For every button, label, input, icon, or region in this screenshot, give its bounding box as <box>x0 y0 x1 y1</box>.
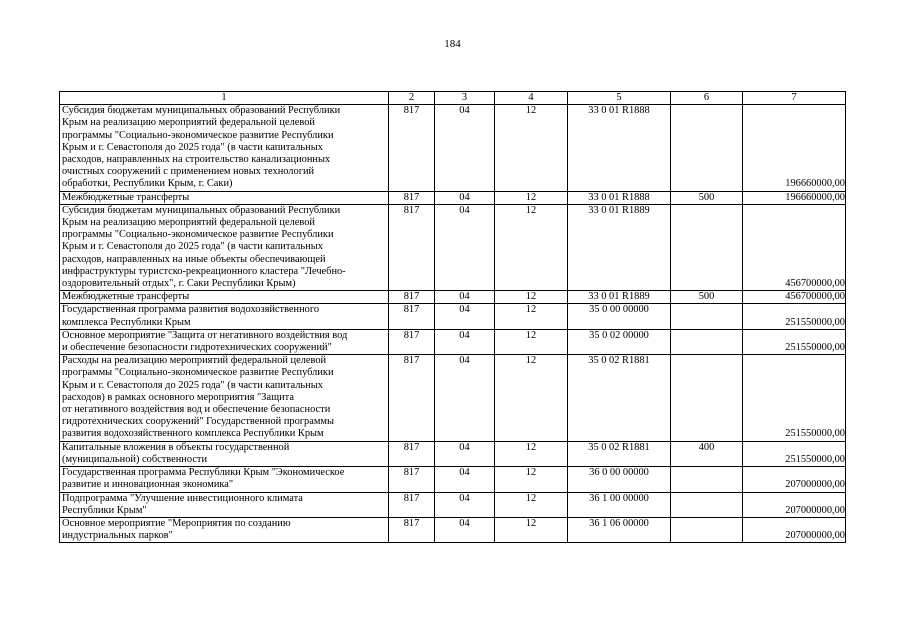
row-description <box>60 291 389 304</box>
target-article-code: 33 0 01 R1889 <box>568 291 671 304</box>
row-description <box>60 441 389 466</box>
description-line: программы "Социально-экономическое развитие Республики <box>62 129 334 141</box>
amount: 456700000,00 <box>743 291 846 304</box>
description-line: оздоровительный отдых", г. Саки Республики Крым) <box>62 278 296 290</box>
subsection-code: 12 <box>495 191 568 204</box>
row-description <box>60 517 389 542</box>
expense-type-code <box>671 329 743 354</box>
description-line: от негативного воздействия вод и обеспечение безопасности <box>62 404 331 416</box>
amount: 207000000,00 <box>743 467 846 492</box>
description-line: обработки, Республики Крым, г. Саки) <box>62 178 233 190</box>
column-header: 5 <box>568 92 671 105</box>
section-code: 04 <box>435 441 495 466</box>
description-line: Государственная программа развития водохозяйственного <box>62 304 320 316</box>
ministry-code: 817 <box>389 304 435 329</box>
column-header: 7 <box>743 92 846 105</box>
subsection-code: 12 <box>495 467 568 492</box>
description-line: Республики Крым" <box>62 504 147 516</box>
expense-type-code: 500 <box>671 291 743 304</box>
ministry-code: 817 <box>389 329 435 354</box>
section-code: 04 <box>435 291 495 304</box>
row-description <box>60 105 389 191</box>
section-code: 04 <box>435 191 495 204</box>
subsection-code: 12 <box>495 329 568 354</box>
row-description <box>60 467 389 492</box>
description-line: Государственная программа Республики Крым "Экономическое <box>62 467 345 479</box>
description-line: Крым на реализацию мероприятий федеральной целевой <box>62 217 315 229</box>
description-line: расходов, направленных на иные объекты обеспечивающей <box>62 253 326 265</box>
subsection-code: 12 <box>495 441 568 466</box>
table-row <box>60 329 846 354</box>
section-code: 04 <box>435 204 495 290</box>
expense-type-code <box>671 304 743 329</box>
amount: 456700000,00 <box>743 204 846 290</box>
description-line: и обеспечение безопасности гидротехнических сооружений" <box>62 342 332 354</box>
subsection-code: 12 <box>495 105 568 191</box>
column-header: 1 <box>60 92 389 105</box>
row-description <box>60 304 389 329</box>
table-row <box>60 517 846 542</box>
ministry-code: 817 <box>389 517 435 542</box>
description-line: Субсидия бюджетам муниципальных образований Республики <box>62 204 341 216</box>
target-article-code: 36 1 00 00000 <box>568 492 671 517</box>
column-header: 6 <box>671 92 743 105</box>
description-line: Крым на реализацию мероприятий федеральной целевой <box>62 117 315 129</box>
table-header-row <box>60 92 846 105</box>
description-line: Основное мероприятие "Мероприятия по созданию <box>62 517 291 529</box>
section-code: 04 <box>435 355 495 441</box>
target-article-code: 35 0 00 00000 <box>568 304 671 329</box>
target-article-code: 35 0 02 R1881 <box>568 355 671 441</box>
section-code: 04 <box>435 105 495 191</box>
target-article-code: 35 0 02 00000 <box>568 329 671 354</box>
table-row <box>60 191 846 204</box>
subsection-code: 12 <box>495 355 568 441</box>
page-number: 184 <box>444 38 461 50</box>
section-code: 04 <box>435 492 495 517</box>
description-line: Основное мероприятие "Защита от негативного воздействия вод <box>62 329 348 341</box>
target-article-code: 33 0 01 R1889 <box>568 204 671 290</box>
description-line: Субсидия бюджетам муниципальных образований Республики <box>62 105 341 117</box>
amount: 251550000,00 <box>743 329 846 354</box>
subsection-code: 12 <box>495 492 568 517</box>
ministry-code: 817 <box>389 467 435 492</box>
row-description <box>60 355 389 441</box>
description-line: расходов) в рамках основного мероприятия "Защита <box>62 391 294 403</box>
expense-type-code <box>671 204 743 290</box>
subsection-code: 12 <box>495 304 568 329</box>
row-description <box>60 204 389 290</box>
description-line: индустриальных парков" <box>62 530 173 542</box>
description-line: гидротехнических сооружений" Государственной программы <box>62 416 334 428</box>
description-line: развитие и инновационная экономика" <box>62 479 234 491</box>
description-line: инфраструктуры туристско-рекреационного кластера "Лечебно- <box>62 265 346 277</box>
description-line: развития водохозяйственного комплекса Республики Крым <box>62 428 324 440</box>
column-header: 3 <box>435 92 495 105</box>
ministry-code: 817 <box>389 291 435 304</box>
ministry-code: 817 <box>389 105 435 191</box>
ministry-code: 817 <box>389 204 435 290</box>
description-line: очистных сооружений с применением новых технологий <box>62 166 315 178</box>
table-row <box>60 441 846 466</box>
description-line: программы "Социально-экономическое развитие Республики <box>62 229 334 241</box>
ministry-code: 817 <box>389 191 435 204</box>
subsection-code: 12 <box>495 517 568 542</box>
description-line: Межбюджетные трансферты <box>62 291 190 303</box>
description-line: Капитальные вложения в объекты государственной <box>62 441 290 453</box>
table-row <box>60 467 846 492</box>
row-description <box>60 191 389 204</box>
table-row <box>60 304 846 329</box>
ministry-code: 817 <box>389 355 435 441</box>
target-article-code: 33 0 01 R1888 <box>568 105 671 191</box>
amount: 196660000,00 <box>743 105 846 191</box>
row-description <box>60 492 389 517</box>
expense-type-code <box>671 467 743 492</box>
description-line: Межбюджетные трансферты <box>62 191 190 203</box>
expense-type-code <box>671 355 743 441</box>
column-header: 2 <box>389 92 435 105</box>
ministry-code: 817 <box>389 441 435 466</box>
section-code: 04 <box>435 304 495 329</box>
section-code: 04 <box>435 517 495 542</box>
description-line: Расходы на реализацию мероприятий федеральной целевой <box>62 355 327 367</box>
description-line: комплекса Республики Крым <box>62 316 191 328</box>
amount: 251550000,00 <box>743 304 846 329</box>
table-row <box>60 291 846 304</box>
table-row <box>60 355 846 441</box>
amount: 251550000,00 <box>743 355 846 441</box>
column-header: 4 <box>495 92 568 105</box>
table-row <box>60 105 846 191</box>
amount: 207000000,00 <box>743 517 846 542</box>
section-code: 04 <box>435 467 495 492</box>
subsection-code: 12 <box>495 204 568 290</box>
expense-type-code <box>671 105 743 191</box>
expense-type-code <box>671 492 743 517</box>
amount: 207000000,00 <box>743 492 846 517</box>
budget-table <box>59 91 846 543</box>
subsection-code: 12 <box>495 291 568 304</box>
expense-type-code: 500 <box>671 191 743 204</box>
section-code: 04 <box>435 329 495 354</box>
description-line: программы "Социально-экономическое развитие Республики <box>62 367 334 379</box>
table-row <box>60 492 846 517</box>
row-description <box>60 329 389 354</box>
target-article-code: 36 0 00 00000 <box>568 467 671 492</box>
table-row <box>60 204 846 290</box>
amount: 196660000,00 <box>743 191 846 204</box>
description-line: Крым и г. Севастополя до 2025 года" (в части капитальных <box>62 141 323 153</box>
expense-type-code <box>671 517 743 542</box>
description-line: Крым и г. Севастополя до 2025 года" (в части капитальных <box>62 241 323 253</box>
description-line: (муниципальной) собственности <box>62 453 208 465</box>
ministry-code: 817 <box>389 492 435 517</box>
description-line: расходов, направленных на строительство канализационных <box>62 154 331 166</box>
target-article-code: 36 1 06 00000 <box>568 517 671 542</box>
amount: 251550000,00 <box>743 441 846 466</box>
target-article-code: 33 0 01 R1888 <box>568 191 671 204</box>
description-line: Крым и г. Севастополя до 2025 года" (в части капитальных <box>62 379 323 391</box>
target-article-code: 35 0 02 R1881 <box>568 441 671 466</box>
expense-type-code: 400 <box>671 441 743 466</box>
description-line: Подпрограмма "Улучшение инвестиционного климата <box>62 492 303 504</box>
